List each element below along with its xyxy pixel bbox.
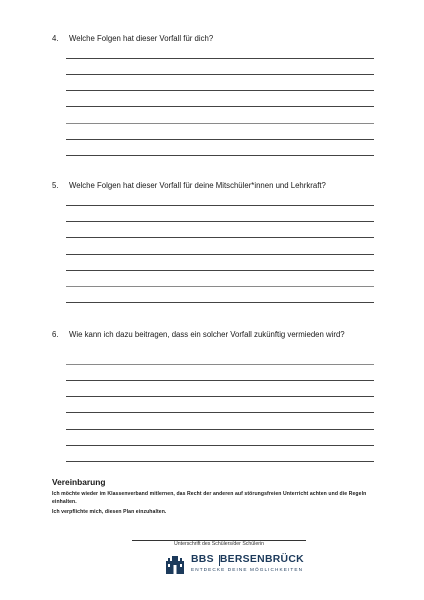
logo-wordmark: BBS BERSENBRÜCK bbox=[191, 554, 304, 565]
answer-line[interactable] bbox=[66, 302, 374, 303]
answer-line[interactable] bbox=[66, 123, 374, 124]
logo-tagline: ENTDECKE DEINE MÖGLICHKEITEN bbox=[191, 567, 304, 572]
answer-line[interactable] bbox=[66, 74, 374, 75]
question-number: 4. bbox=[52, 34, 59, 43]
agreement-text-2: Ich verpflichte mich, diesen Plan einzuhalten. bbox=[52, 509, 167, 515]
agreement-text-1: Ich möchte wieder im Klassenverband mitlernen, das Recht der anderen auf störungsfreien Unterricht achten und die Regeln einhalten. bbox=[52, 491, 367, 505]
answer-line[interactable] bbox=[66, 237, 374, 238]
agreement-title: Vereinbarung bbox=[52, 477, 106, 487]
question-text: Welche Folgen hat dieser Vorfall für dich? bbox=[69, 34, 214, 43]
answer-line[interactable] bbox=[66, 380, 374, 381]
answer-line[interactable] bbox=[66, 90, 374, 91]
answer-line[interactable] bbox=[66, 205, 374, 206]
question-number: 6. bbox=[52, 330, 59, 339]
logo-separator bbox=[219, 555, 220, 566]
answer-line[interactable] bbox=[66, 155, 374, 156]
answer-line[interactable] bbox=[66, 106, 374, 107]
answer-line[interactable] bbox=[66, 254, 374, 255]
answer-line[interactable] bbox=[66, 429, 374, 430]
answer-line[interactable] bbox=[66, 396, 374, 397]
question-number: 5. bbox=[52, 181, 59, 190]
answer-line[interactable] bbox=[66, 58, 374, 59]
answer-line[interactable] bbox=[66, 270, 374, 271]
answer-line[interactable] bbox=[66, 461, 374, 462]
answer-line[interactable] bbox=[66, 221, 374, 222]
question-text: Wie kann ich dazu beitragen, dass ein solcher Vorfall zukünftig vermieden wird? bbox=[69, 330, 345, 339]
question-text: Welche Folgen hat dieser Vorfall für deine Mitschüler*innen und Lehrkraft? bbox=[69, 181, 326, 190]
answer-line[interactable] bbox=[66, 286, 374, 287]
answer-line[interactable] bbox=[66, 445, 374, 446]
castle-emblem-icon bbox=[164, 554, 186, 576]
answer-line[interactable] bbox=[66, 139, 374, 140]
signature-label: Unterschrift des Schülers/der Schülerin bbox=[174, 541, 264, 547]
answer-line[interactable] bbox=[66, 364, 374, 365]
answer-line[interactable] bbox=[66, 412, 374, 413]
